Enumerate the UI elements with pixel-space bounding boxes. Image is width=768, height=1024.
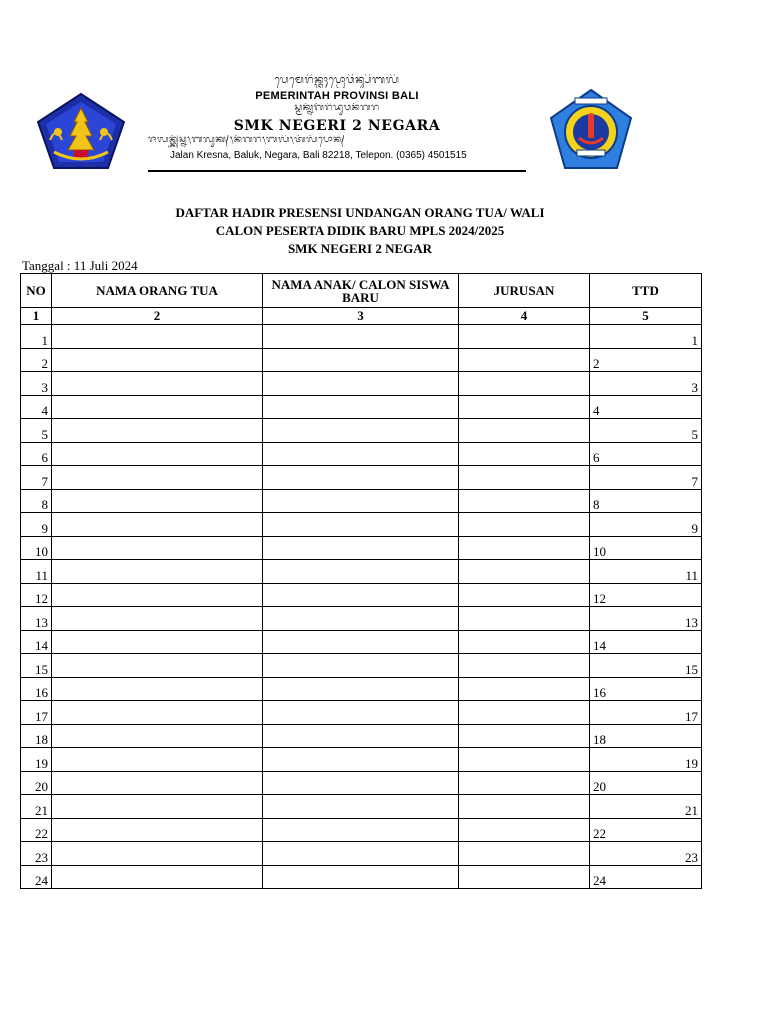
row-number: 18	[21, 724, 52, 748]
table-row	[21, 395, 702, 419]
department-cell[interactable]	[459, 842, 590, 866]
row-number: 10	[21, 536, 52, 560]
balinese-script-heading: ᬧᬾᬫᬾᬭᬶᬦ᭄ᬢᬄᬧ᭄ᬭᭀᬯᬶᬦ᭄ᬲᬶᬩᬮᬶ	[274, 74, 400, 86]
child-name-cell[interactable]	[263, 748, 459, 772]
signature-cell[interactable]: 2	[590, 348, 702, 372]
parent-name-cell[interactable]	[52, 818, 263, 842]
child-name-cell[interactable]	[263, 607, 459, 631]
row-number: 19	[21, 748, 52, 772]
parent-name-cell[interactable]	[52, 583, 263, 607]
department-cell[interactable]	[459, 748, 590, 772]
row-number: 5	[21, 419, 52, 443]
department-cell[interactable]	[459, 419, 590, 443]
signature-cell[interactable]: 5	[590, 419, 702, 443]
parent-name-cell[interactable]	[52, 842, 263, 866]
department-cell[interactable]	[459, 677, 590, 701]
row-number: 15	[21, 654, 52, 678]
table-row	[21, 771, 702, 795]
parent-name-cell[interactable]	[52, 771, 263, 795]
signature-cell[interactable]: 6	[590, 442, 702, 466]
child-name-cell[interactable]	[263, 818, 459, 842]
department-cell[interactable]	[459, 795, 590, 819]
parent-name-cell[interactable]	[52, 630, 263, 654]
child-name-cell[interactable]	[263, 395, 459, 419]
signature-cell[interactable]: 21	[590, 795, 702, 819]
row-number: 17	[21, 701, 52, 725]
table-row	[21, 348, 702, 372]
signature-cell[interactable]: 10	[590, 536, 702, 560]
smk-school-emblem-icon	[549, 88, 633, 170]
department-cell[interactable]	[459, 348, 590, 372]
parent-name-cell[interactable]	[52, 348, 263, 372]
child-name-cell[interactable]	[263, 372, 459, 396]
header-parent-name: NAMA ORANG TUA	[52, 274, 263, 308]
header-number: 3	[263, 308, 459, 325]
department-cell[interactable]	[459, 771, 590, 795]
department-cell[interactable]	[459, 865, 590, 889]
row-number: 14	[21, 630, 52, 654]
department-cell[interactable]	[459, 560, 590, 584]
table-row	[21, 513, 702, 537]
parent-name-cell[interactable]	[52, 795, 263, 819]
child-name-cell[interactable]	[263, 489, 459, 513]
row-number: 13	[21, 607, 52, 631]
row-number: 24	[21, 865, 52, 889]
child-name-cell[interactable]	[263, 513, 459, 537]
parent-name-cell[interactable]	[52, 724, 263, 748]
signature-cell[interactable]: 24	[590, 865, 702, 889]
parent-name-cell[interactable]	[52, 536, 263, 560]
table-row	[21, 842, 702, 866]
row-number: 9	[21, 513, 52, 537]
department-cell[interactable]	[459, 325, 590, 349]
parent-name-cell[interactable]	[52, 325, 263, 349]
parent-name-cell[interactable]	[52, 419, 263, 443]
department-cell[interactable]	[459, 583, 590, 607]
parent-name-cell[interactable]	[52, 372, 263, 396]
row-number: 7	[21, 466, 52, 490]
row-number: 11	[21, 560, 52, 584]
signature-cell[interactable]: 1	[590, 325, 702, 349]
department-cell[interactable]	[459, 372, 590, 396]
date-label: Tanggal : 11 Juli 2024	[22, 258, 138, 273]
table-row	[21, 654, 702, 678]
title-line-3: SMK NEGERI 2 NEGAR	[287, 241, 433, 256]
row-number: 20	[21, 771, 52, 795]
school-name: SMK NEGERI 2 NEGARA	[233, 118, 441, 134]
table-row	[21, 583, 702, 607]
table-row	[21, 442, 702, 466]
child-name-cell[interactable]	[263, 724, 459, 748]
department-cell[interactable]	[459, 536, 590, 560]
header-row	[21, 274, 702, 308]
row-number: 12	[21, 583, 52, 607]
document-title	[0, 204, 720, 258]
child-name-cell[interactable]	[263, 630, 459, 654]
department-cell[interactable]	[459, 395, 590, 419]
signature-cell[interactable]: 23	[590, 842, 702, 866]
table-row	[21, 724, 702, 748]
signature-cell[interactable]: 8	[590, 489, 702, 513]
balinese-script-address: ᬚᬮᬦ᭄ᬓ᭄ᬭᭂᬲ᭄ᬦ᭞ᬩᬮᬸᬓ᭄᭞ᬦᭂᬕᬭ᭞ᬩᬮᬶ᭞ᬢᭂᬮᭂᬧᭀᬦ᭄	[148, 135, 346, 145]
parent-name-cell[interactable]	[52, 677, 263, 701]
header-signature: TTD	[590, 274, 702, 308]
child-name-cell[interactable]	[263, 560, 459, 584]
parent-name-cell[interactable]	[52, 865, 263, 889]
signature-cell[interactable]: 15	[590, 654, 702, 678]
table-row	[21, 795, 702, 819]
child-name-cell[interactable]	[263, 654, 459, 678]
parent-name-cell[interactable]	[52, 748, 263, 772]
parent-name-cell[interactable]	[52, 560, 263, 584]
signature-cell[interactable]: 19	[590, 748, 702, 772]
row-number: 8	[21, 489, 52, 513]
signature-cell[interactable]: 17	[590, 701, 702, 725]
child-name-cell[interactable]	[263, 325, 459, 349]
table-row	[21, 865, 702, 889]
row-number: 21	[21, 795, 52, 819]
province-name: PEMERINTAH PROVINSI BALI	[255, 90, 419, 102]
header-number: 1	[21, 308, 52, 325]
header-department: JURUSAN	[459, 274, 590, 308]
child-name-cell[interactable]	[263, 842, 459, 866]
parent-name-cell[interactable]	[52, 466, 263, 490]
parent-name-cell[interactable]	[52, 395, 263, 419]
child-name-cell[interactable]	[263, 795, 459, 819]
table-row	[21, 748, 702, 772]
signature-cell[interactable]: 3	[590, 372, 702, 396]
row-number: 6	[21, 442, 52, 466]
table-row	[21, 607, 702, 631]
child-name-cell[interactable]	[263, 865, 459, 889]
signature-cell[interactable]: 4	[590, 395, 702, 419]
signature-cell[interactable]: 11	[590, 560, 702, 584]
department-cell[interactable]	[459, 654, 590, 678]
child-name-cell[interactable]	[263, 583, 459, 607]
bali-province-emblem-icon	[36, 92, 126, 170]
header-no: NO	[21, 274, 52, 308]
letterhead-divider	[148, 170, 526, 172]
table-row	[21, 372, 702, 396]
child-name-cell[interactable]	[263, 536, 459, 560]
row-number: 2	[21, 348, 52, 372]
child-name-cell[interactable]	[263, 348, 459, 372]
row-number: 4	[21, 395, 52, 419]
header-number: 4	[459, 308, 590, 325]
table-row	[21, 677, 702, 701]
signature-cell[interactable]: 13	[590, 607, 702, 631]
parent-name-cell[interactable]	[52, 701, 263, 725]
row-number: 22	[21, 818, 52, 842]
parent-name-cell[interactable]	[52, 654, 263, 678]
department-cell[interactable]	[459, 724, 590, 748]
child-name-cell[interactable]	[263, 677, 459, 701]
title-line-2: CALON PESERTA DIDIK BARU MPLS 2024/2025	[215, 223, 505, 238]
signature-cell[interactable]: 14	[590, 630, 702, 654]
row-number: 3	[21, 372, 52, 396]
child-name-cell[interactable]	[263, 701, 459, 725]
signature-cell[interactable]: 20	[590, 771, 702, 795]
child-name-cell[interactable]	[263, 419, 459, 443]
parent-name-cell[interactable]	[52, 513, 263, 537]
balinese-script-school: ᬲ᭄ᬫᬓ᭄ᬦᭂᬕᭂᬭᬶᬤᬸᬯᬦᭂᬕᬭ	[294, 103, 380, 113]
header-number-row	[21, 308, 702, 325]
department-cell[interactable]	[459, 607, 590, 631]
table-row	[21, 630, 702, 654]
parent-name-cell[interactable]	[52, 607, 263, 631]
department-cell[interactable]	[459, 489, 590, 513]
signature-cell[interactable]: 18	[590, 724, 702, 748]
title-line-1: DAFTAR HADIR PRESENSI UNDANGAN ORANG TUA/ WALI	[175, 205, 545, 220]
department-cell[interactable]	[459, 630, 590, 654]
parent-name-cell[interactable]	[52, 489, 263, 513]
table-row	[21, 419, 702, 443]
signature-cell[interactable]: 22	[590, 818, 702, 842]
table-row	[21, 818, 702, 842]
parent-name-cell[interactable]	[52, 442, 263, 466]
department-cell[interactable]	[459, 442, 590, 466]
signature-cell[interactable]: 12	[590, 583, 702, 607]
department-cell[interactable]	[459, 466, 590, 490]
row-number: 23	[21, 842, 52, 866]
header-number: 5	[590, 308, 702, 325]
table-row	[21, 560, 702, 584]
table-row	[21, 466, 702, 490]
header-number: 2	[52, 308, 263, 325]
table-row	[21, 489, 702, 513]
row-number: 16	[21, 677, 52, 701]
school-address: Jalan Kresna, Baluk, Negara, Bali 82218, Telepon. (0365) 4501515	[170, 150, 467, 161]
letterhead	[0, 0, 768, 180]
table-row	[21, 701, 702, 725]
child-name-cell[interactable]	[263, 466, 459, 490]
table-row	[21, 536, 702, 560]
header-child-name: NAMA ANAK/ CALON SISWA BARU	[263, 274, 459, 308]
row-number: 1	[21, 325, 52, 349]
department-cell[interactable]	[459, 818, 590, 842]
table-row	[21, 325, 702, 349]
attendance-table	[20, 273, 702, 889]
signature-cell[interactable]: 9	[590, 513, 702, 537]
department-cell[interactable]	[459, 513, 590, 537]
letterhead-text	[148, 74, 526, 161]
signature-cell[interactable]: 7	[590, 466, 702, 490]
child-name-cell[interactable]	[263, 771, 459, 795]
signature-cell[interactable]: 16	[590, 677, 702, 701]
department-cell[interactable]	[459, 701, 590, 725]
child-name-cell[interactable]	[263, 442, 459, 466]
